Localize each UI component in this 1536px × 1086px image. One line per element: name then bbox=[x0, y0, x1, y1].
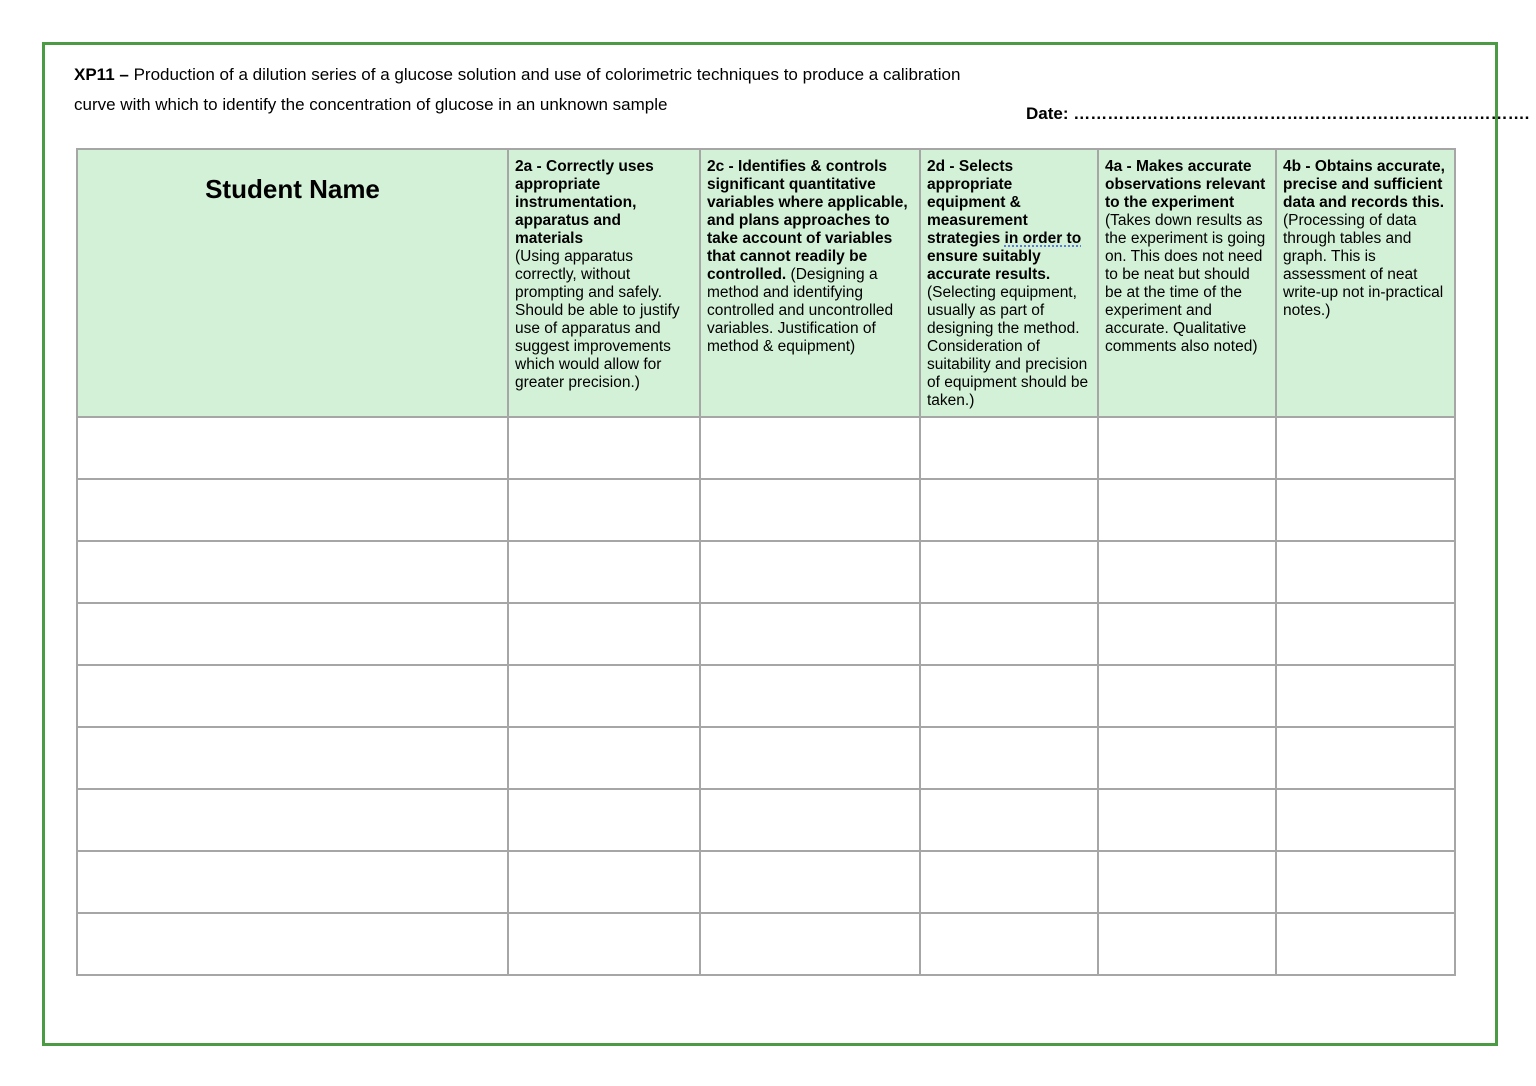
criterion-2c-header bbox=[700, 149, 920, 417]
criterion-description: (Takes down results as the experiment is going on. This does not need to be neat but should be at the time of the experiment and accurate. Qualitative comments also noted) bbox=[1105, 212, 1266, 355]
criterion-cell[interactable] bbox=[920, 913, 1098, 975]
criterion-cell[interactable] bbox=[1098, 603, 1276, 665]
criterion-cell[interactable] bbox=[1276, 479, 1455, 541]
criterion-cell[interactable] bbox=[700, 851, 920, 913]
criterion-description: (Designing a method and identifying controlled and uncontrolled variables. Justification of method & equipment) bbox=[707, 266, 894, 355]
criterion-cell[interactable] bbox=[508, 665, 700, 727]
student-name-cell[interactable] bbox=[77, 913, 508, 975]
criterion-cell[interactable] bbox=[920, 789, 1098, 851]
criterion-title: 4b - Obtains accurate, precise and sufficient data and records this. bbox=[1283, 158, 1445, 211]
criterion-cell[interactable] bbox=[1276, 913, 1455, 975]
criterion-2a-header bbox=[508, 149, 700, 417]
student-name-cell[interactable] bbox=[77, 603, 508, 665]
criterion-cell[interactable] bbox=[700, 789, 920, 851]
criterion-cell[interactable] bbox=[700, 727, 920, 789]
criterion-description: (Selecting equipment, usually as part of designing the method. Consideration of suitability and precision of equipment should be taken.) bbox=[927, 284, 1089, 409]
criterion-cell[interactable] bbox=[508, 727, 700, 789]
experiment-title: Production of a dilution series of a glucose solution and use of colorimetric techniques to produce a calibration curve with which to identify the concentration of glucose in an unknown sample bbox=[74, 65, 961, 114]
criterion-cell[interactable] bbox=[1276, 789, 1455, 851]
table-row bbox=[77, 603, 1455, 665]
criterion-cell[interactable] bbox=[1276, 665, 1455, 727]
table-row bbox=[77, 541, 1455, 603]
criterion-4a-header bbox=[1098, 149, 1276, 417]
criterion-cell[interactable] bbox=[508, 603, 700, 665]
student-name-cell[interactable] bbox=[77, 727, 508, 789]
criterion-cell[interactable] bbox=[508, 851, 700, 913]
student-name-cell[interactable] bbox=[77, 541, 508, 603]
criterion-cell[interactable] bbox=[1276, 727, 1455, 789]
criterion-cell[interactable] bbox=[920, 665, 1098, 727]
criterion-cell[interactable] bbox=[1098, 727, 1276, 789]
criterion-4b-header bbox=[1276, 149, 1455, 417]
student-name-header: Student Name bbox=[77, 149, 508, 417]
criterion-cell[interactable] bbox=[1098, 417, 1276, 479]
criterion-cell[interactable] bbox=[1098, 789, 1276, 851]
criterion-cell[interactable] bbox=[1098, 665, 1276, 727]
criterion-cell[interactable] bbox=[1098, 851, 1276, 913]
criterion-title-part: 2d - Selects appropriate equipment & measurement strategies bbox=[927, 158, 1028, 247]
criterion-cell[interactable] bbox=[920, 417, 1098, 479]
criterion-cell[interactable] bbox=[1276, 851, 1455, 913]
table-row bbox=[77, 789, 1455, 851]
criterion-2d-header bbox=[920, 149, 1098, 417]
criterion-cell[interactable] bbox=[508, 479, 700, 541]
criterion-description: (Using apparatus correctly, without prompting and safely. Should be able to justify use of apparatus and suggest improvements which would allow for greater precision.) bbox=[515, 248, 680, 391]
table-row bbox=[77, 913, 1455, 975]
criterion-cell[interactable] bbox=[920, 603, 1098, 665]
criterion-cell[interactable] bbox=[508, 913, 700, 975]
criterion-cell[interactable] bbox=[920, 541, 1098, 603]
criterion-cell[interactable] bbox=[700, 603, 920, 665]
student-name-cell[interactable] bbox=[77, 789, 508, 851]
criterion-title: 4a - Makes accurate observations relevant to the experiment bbox=[1105, 158, 1266, 211]
criterion-cell[interactable] bbox=[508, 417, 700, 479]
criterion-cell[interactable] bbox=[920, 727, 1098, 789]
student-rows bbox=[77, 417, 1455, 975]
criterion-cell[interactable] bbox=[700, 479, 920, 541]
criterion-title: 2c - Identifies & controls significant quantitative variables where applicable, and plans approaches to take account of variables that cannot readily be controlled. bbox=[707, 158, 908, 283]
table-row bbox=[77, 417, 1455, 479]
assessment-table bbox=[76, 148, 1456, 976]
criterion-title: 2a - Correctly uses appropriate instrumentation, apparatus and materials bbox=[515, 158, 654, 247]
table-row bbox=[77, 727, 1455, 789]
student-name-cell[interactable] bbox=[77, 417, 508, 479]
table-row bbox=[77, 851, 1455, 913]
criterion-cell[interactable] bbox=[700, 541, 920, 603]
criterion-cell[interactable] bbox=[1098, 541, 1276, 603]
criterion-title-part: ensure suitably accurate results. bbox=[927, 248, 1051, 283]
date-field[interactable]: Date: ………………………..……………………………………………. bbox=[1026, 104, 1530, 123]
criterion-cell[interactable] bbox=[1098, 479, 1276, 541]
criterion-cell[interactable] bbox=[700, 417, 920, 479]
student-name-cell[interactable] bbox=[77, 479, 508, 541]
experiment-code: XP11 – bbox=[74, 65, 129, 84]
criterion-cell[interactable] bbox=[508, 541, 700, 603]
criterion-description: (Processing of data through tables and graph. This is assessment of neat write-up not in-practical notes.) bbox=[1283, 212, 1444, 319]
grammar-flagged-phrase: in order to bbox=[1004, 230, 1082, 247]
criterion-cell[interactable] bbox=[700, 913, 920, 975]
criterion-cell[interactable] bbox=[1098, 913, 1276, 975]
document-title bbox=[74, 60, 974, 120]
table-row bbox=[77, 665, 1455, 727]
student-name-cell[interactable] bbox=[77, 665, 508, 727]
student-name-cell[interactable] bbox=[77, 851, 508, 913]
criterion-cell[interactable] bbox=[920, 851, 1098, 913]
criterion-cell[interactable] bbox=[508, 789, 700, 851]
criterion-cell[interactable] bbox=[1276, 603, 1455, 665]
criterion-cell[interactable] bbox=[1276, 541, 1455, 603]
criterion-cell[interactable] bbox=[1276, 417, 1455, 479]
table-header-row bbox=[77, 149, 1455, 417]
table-row bbox=[77, 479, 1455, 541]
criterion-cell[interactable] bbox=[920, 479, 1098, 541]
criterion-cell[interactable] bbox=[700, 665, 920, 727]
